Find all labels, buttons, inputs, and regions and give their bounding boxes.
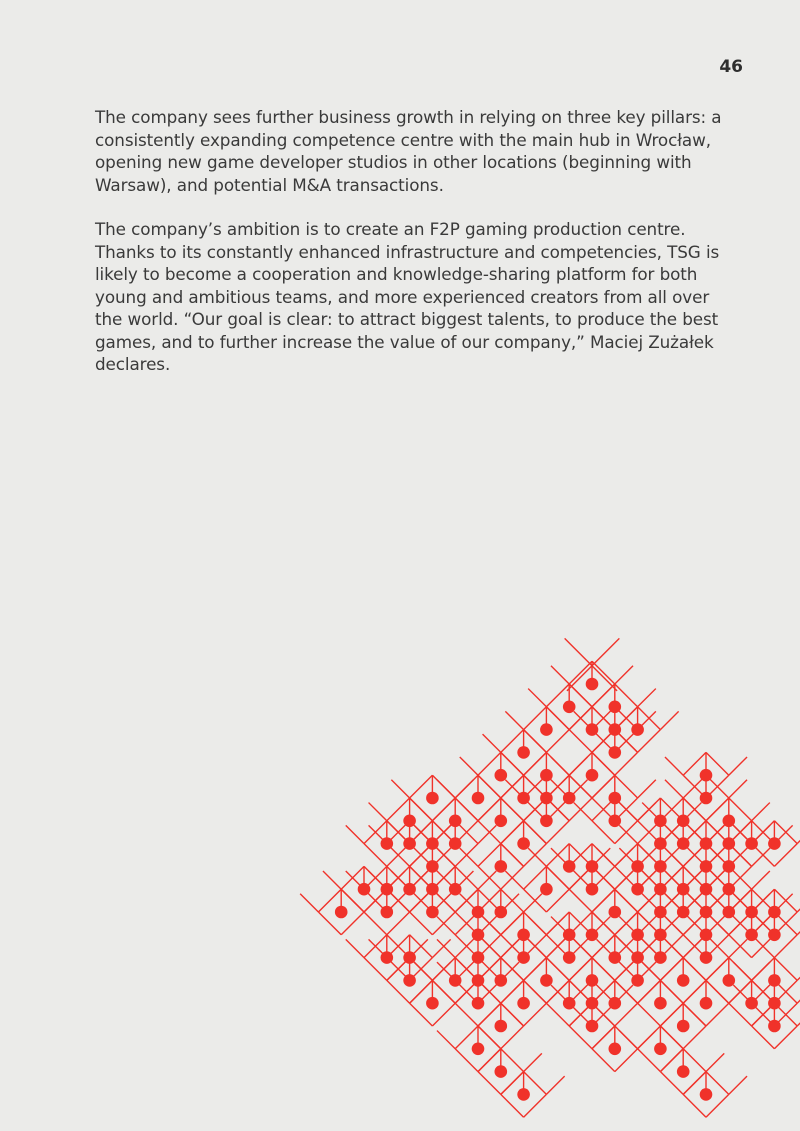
pattern-dot (586, 678, 599, 691)
pattern-dot (472, 792, 485, 805)
pattern-dot (631, 951, 644, 964)
pattern-dot (563, 951, 576, 964)
pattern-dot (426, 837, 439, 850)
pattern-dot (517, 997, 530, 1010)
pattern-dot (563, 860, 576, 873)
pattern-dot (586, 929, 599, 942)
pattern-dot (517, 837, 530, 850)
pattern-dot (517, 792, 530, 805)
pattern-dot (700, 860, 713, 873)
pattern-line (597, 848, 615, 866)
pattern-dot (677, 837, 690, 850)
pattern-dot (723, 883, 736, 896)
pattern-dot (700, 1088, 713, 1101)
pattern-dot (403, 837, 416, 850)
pattern-dot (495, 769, 508, 782)
pattern-dot (586, 1020, 599, 1033)
pattern-dot (449, 815, 462, 828)
pattern-dot (654, 1043, 667, 1056)
pattern-dot (745, 906, 758, 919)
pattern-dot (540, 769, 553, 782)
pattern-dot (700, 951, 713, 964)
pattern-dot (768, 929, 781, 942)
pattern-dot (654, 929, 667, 942)
pattern-line (551, 757, 569, 775)
pattern-dot (609, 1043, 622, 1056)
pattern-dot (517, 929, 530, 942)
pattern-dot (540, 883, 553, 896)
pattern-line (528, 917, 546, 935)
pattern-dot (495, 1065, 508, 1078)
page-number: 46 (719, 57, 743, 77)
pattern-dot (723, 974, 736, 987)
pattern-line (574, 803, 592, 821)
pattern-dot (517, 746, 530, 759)
pattern-dot (654, 951, 667, 964)
pattern-line (665, 780, 683, 798)
pattern-line (346, 825, 364, 843)
pattern-line (478, 871, 496, 889)
pattern-dot (403, 974, 416, 987)
pattern-dot (631, 723, 644, 736)
pattern-dot (609, 723, 622, 736)
pattern-dot (631, 883, 644, 896)
pattern-dot (426, 883, 439, 896)
pattern-line (391, 780, 409, 798)
pattern-line (551, 666, 569, 684)
pattern-dot (700, 837, 713, 850)
pattern-dot (426, 792, 439, 805)
pattern-dot (586, 723, 599, 736)
pattern-dot (654, 883, 667, 896)
pattern-dot (677, 1020, 690, 1033)
pattern-dot (677, 906, 690, 919)
pattern-line (478, 825, 496, 843)
pattern-dot (495, 974, 508, 987)
pattern-dot (472, 951, 485, 964)
pattern-dot (517, 951, 530, 964)
pattern-dot (654, 906, 667, 919)
pattern-line (615, 666, 633, 684)
pattern-dot (472, 906, 485, 919)
pattern-line (619, 803, 637, 821)
pattern-dot (654, 860, 667, 873)
pattern-dot (654, 997, 667, 1010)
pattern-line (505, 871, 523, 889)
pattern-dot (586, 997, 599, 1010)
pattern-dot (472, 929, 485, 942)
pattern-dot (768, 974, 781, 987)
pattern-dot (495, 860, 508, 873)
pattern-dot (654, 837, 667, 850)
pattern-dot (609, 701, 622, 714)
pattern-line (528, 848, 546, 866)
pattern-line (619, 825, 637, 843)
pattern-dot (426, 997, 439, 1010)
pattern-line (524, 894, 542, 912)
pattern-dot (472, 974, 485, 987)
pattern-dot (586, 974, 599, 987)
pattern-line (729, 939, 747, 957)
pattern-dot (381, 951, 394, 964)
pattern-dot (449, 837, 462, 850)
pattern-dot (449, 974, 462, 987)
pattern-dot (654, 815, 667, 828)
pattern-dot (563, 701, 576, 714)
pattern-dot (449, 883, 462, 896)
pattern-line (733, 962, 751, 980)
pattern-dot (745, 837, 758, 850)
pattern-dot (403, 883, 416, 896)
pattern-dot (609, 951, 622, 964)
pattern-line (638, 780, 656, 798)
pattern-line (597, 871, 615, 889)
pattern-dot (540, 723, 553, 736)
pattern-line (546, 1076, 564, 1094)
pattern-dot (723, 837, 736, 850)
pattern-dot (677, 974, 690, 987)
pattern-dot (700, 929, 713, 942)
pattern-dot (426, 906, 439, 919)
pattern-dot (768, 837, 781, 850)
pattern-dot (768, 1020, 781, 1033)
pattern-dot (495, 815, 508, 828)
pattern-lines (300, 638, 800, 1117)
pattern-line (346, 939, 364, 957)
pattern-dot (495, 906, 508, 919)
pattern-dot (563, 997, 576, 1010)
pattern-line (729, 1076, 747, 1094)
pattern-line (460, 757, 478, 775)
pattern-line (619, 1031, 637, 1049)
pattern-line (437, 917, 455, 935)
pattern-dot (631, 974, 644, 987)
pattern-line (460, 848, 478, 866)
pattern-line (524, 1053, 542, 1071)
pattern-dot (723, 860, 736, 873)
pattern-dot (540, 792, 553, 805)
pattern-dot (426, 860, 439, 873)
pattern-dot (609, 997, 622, 1010)
pattern-line (432, 939, 450, 957)
pattern-line (752, 871, 770, 889)
pattern-line (729, 780, 747, 798)
pattern-line (729, 757, 747, 775)
pattern-dot (403, 951, 416, 964)
pattern-dot (472, 997, 485, 1010)
pattern-dot (768, 906, 781, 919)
pattern-line (369, 803, 387, 821)
pattern-dot (381, 906, 394, 919)
pattern-dot (517, 1088, 530, 1101)
pattern-dot (335, 906, 348, 919)
pattern-dot (540, 974, 553, 987)
pattern-dot (631, 929, 644, 942)
pattern-line (528, 939, 546, 957)
pattern-dot (677, 1065, 690, 1078)
pattern-dot (472, 1043, 485, 1056)
paragraph-growth-pillars: The company sees further business growth in relying on three key pillars: a consistently expanding competence centre with the main hub in Wrocław, opening new game developer studios in other locations (beginning with Warsaw), and potential M&A transactions. (95, 107, 722, 195)
pattern-dot (381, 837, 394, 850)
pattern-dot (563, 929, 576, 942)
paragraph-ambition: The company’s ambition is to create an F2P gaming production centre. Thanks to its constantly enhanced infrastructure and competencies, TSG is likely to become a cooperation and knowledge-sharing platform for both young and ambitious teams, and more experienced creators from all over the world. “Our goal is clear: to attract biggest talents, to produce the best games, and to further increase the value of our company,” Maciej Zużałek declares. (95, 219, 720, 374)
pattern-dot (358, 883, 371, 896)
pattern-line (323, 871, 341, 889)
pattern-dot (700, 792, 713, 805)
pattern-dot (403, 815, 416, 828)
pattern-dot (677, 883, 690, 896)
pattern-dot (723, 815, 736, 828)
pattern-dot (745, 929, 758, 942)
pattern-dot (540, 815, 553, 828)
pattern-dot (609, 746, 622, 759)
pattern-line (665, 757, 683, 775)
pattern-dot (700, 906, 713, 919)
pattern-dot (586, 883, 599, 896)
pattern-dot (586, 860, 599, 873)
pattern-dot (495, 1020, 508, 1033)
pattern-dot (700, 883, 713, 896)
pattern-line (665, 939, 683, 957)
pattern-dot (745, 997, 758, 1010)
pattern-line (706, 1053, 724, 1071)
pattern-dot (381, 883, 394, 896)
pattern-dot (677, 815, 690, 828)
pattern-dot (609, 792, 622, 805)
pattern-line (437, 780, 455, 798)
pattern-line (483, 734, 501, 752)
pattern-line (300, 894, 318, 912)
pattern-line (528, 689, 546, 707)
pattern-dot (563, 792, 576, 805)
pattern-line (638, 689, 656, 707)
pattern-dot (768, 997, 781, 1010)
pattern-dot (586, 769, 599, 782)
pattern-dot (609, 815, 622, 828)
pattern-line (660, 711, 678, 729)
pattern-line (752, 803, 770, 821)
pattern-line (414, 962, 432, 980)
pattern-line (505, 711, 523, 729)
pattern-dot (700, 997, 713, 1010)
pattern-line (437, 1031, 455, 1049)
pattern-line (483, 939, 501, 957)
pattern-line (437, 939, 455, 957)
pattern-dot (631, 860, 644, 873)
pattern-dot (700, 769, 713, 782)
pattern-dot (609, 906, 622, 919)
pattern-dot (723, 906, 736, 919)
